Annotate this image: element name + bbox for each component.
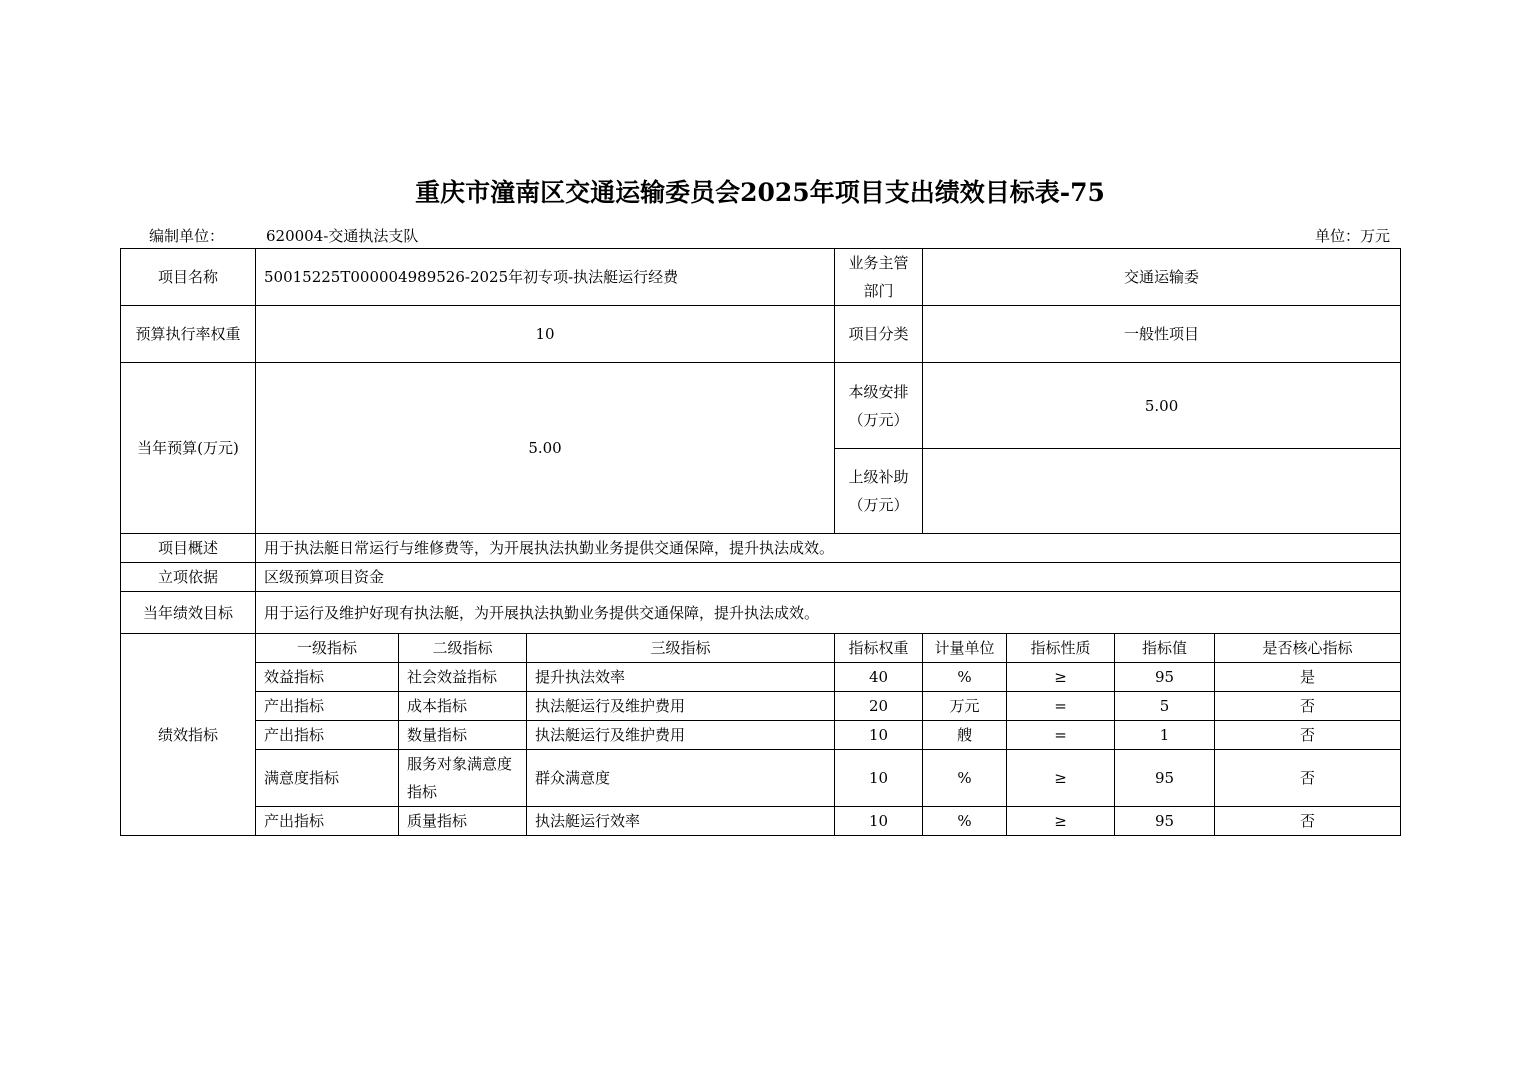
page-title: 重庆市潼南区交通运输委员会2025年项目支出绩效目标表-75 <box>415 178 1105 207</box>
unit-cell: % <box>923 807 1007 836</box>
core-cell: 否 <box>1215 750 1401 807</box>
nature-cell: ≥ <box>1007 807 1115 836</box>
level1-cell: 产出指标 <box>256 807 399 836</box>
weight-value: 10 <box>256 306 835 363</box>
overview-value: 用于执法艇日常运行与维修费等，为开展执法执勤业务提供交通保障，提升执法成效。 <box>256 534 1401 563</box>
table-row <box>121 721 1401 750</box>
basis-label: 立项依据 <box>121 563 256 592</box>
local-value: 5.00 <box>923 363 1401 449</box>
unit-cell: % <box>923 750 1007 807</box>
org-label: 编制单位： <box>149 227 225 245</box>
weight-cell: 10 <box>835 721 923 750</box>
budget-label: 当年预算(万元) <box>121 363 256 534</box>
value-cell: 95 <box>1115 663 1215 692</box>
category-label: 项目分类 <box>835 306 923 363</box>
header-level3: 三级指标 <box>527 634 835 663</box>
core-cell: 否 <box>1215 807 1401 836</box>
goal-value: 用于运行及维护好现有执法艇，为开展执法执勤业务提供交通保障，提升执法成效。 <box>256 592 1401 634</box>
table-row <box>121 807 1401 836</box>
weight-cell: 10 <box>835 750 923 807</box>
level1-cell: 效益指标 <box>256 663 399 692</box>
level2-cell: 社会效益指标 <box>399 663 527 692</box>
level2-cell: 数量指标 <box>399 721 527 750</box>
upper-value <box>923 449 1401 534</box>
dept-value: 交通运输委 <box>923 249 1401 306</box>
dept-label: 业务主管部门 <box>835 249 923 306</box>
level3-cell: 执法艇运行及维护费用 <box>527 692 835 721</box>
nature-cell: ≥ <box>1007 663 1115 692</box>
core-cell: 否 <box>1215 692 1401 721</box>
weight-cell: 20 <box>835 692 923 721</box>
indicators-label: 绩效指标 <box>121 634 256 836</box>
basis-value: 区级预算项目资金 <box>256 563 1401 592</box>
header-core: 是否核心指标 <box>1215 634 1401 663</box>
budget-value: 5.00 <box>256 363 835 534</box>
level3-cell: 群众满意度 <box>527 750 835 807</box>
weight-label: 预算执行率权重 <box>121 306 256 363</box>
overview-label: 项目概述 <box>121 534 256 563</box>
level2-cell: 服务对象满意度指标 <box>399 750 527 807</box>
header-weight: 指标权重 <box>835 634 923 663</box>
level1-cell: 产出指标 <box>256 721 399 750</box>
unit-cell: % <box>923 663 1007 692</box>
meta-row <box>121 225 1400 245</box>
nature-cell: = <box>1007 692 1115 721</box>
performance-table <box>120 248 1401 836</box>
header-nature: 指标性质 <box>1007 634 1115 663</box>
org-value: 620004-交通执法支队 <box>266 227 419 245</box>
project-name: 50015225T000004989526-2025年初专项-执法艇运行经费 <box>256 249 835 306</box>
level2-cell: 成本指标 <box>399 692 527 721</box>
core-cell: 否 <box>1215 721 1401 750</box>
nature-cell: = <box>1007 721 1115 750</box>
local-label: 本级安排（万元） <box>835 363 923 449</box>
level2-cell: 质量指标 <box>399 807 527 836</box>
weight-cell: 10 <box>835 807 923 836</box>
value-cell: 5 <box>1115 692 1215 721</box>
level3-cell: 执法艇运行效率 <box>527 807 835 836</box>
header-level2: 二级指标 <box>399 634 527 663</box>
unit-cell: 艘 <box>923 721 1007 750</box>
table-row <box>121 692 1401 721</box>
unit-cell: 万元 <box>923 692 1007 721</box>
core-cell: 是 <box>1215 663 1401 692</box>
level3-cell: 执法艇运行及维护费用 <box>527 721 835 750</box>
header-unit: 计量单位 <box>923 634 1007 663</box>
value-cell: 95 <box>1115 750 1215 807</box>
level3-cell: 提升执法效率 <box>527 663 835 692</box>
level1-cell: 产出指标 <box>256 692 399 721</box>
nature-cell: ≥ <box>1007 750 1115 807</box>
table-row <box>121 750 1401 807</box>
category-value: 一般性项目 <box>923 306 1401 363</box>
currency-unit: 单位：万元 <box>1314 227 1390 245</box>
project-name-label: 项目名称 <box>121 249 256 306</box>
value-cell: 1 <box>1115 721 1215 750</box>
weight-cell: 40 <box>835 663 923 692</box>
goal-label: 当年绩效目标 <box>121 592 256 634</box>
value-cell: 95 <box>1115 807 1215 836</box>
table-row <box>121 663 1401 692</box>
upper-label: 上级补助（万元） <box>835 449 923 534</box>
header-level1: 一级指标 <box>256 634 399 663</box>
level1-cell: 满意度指标 <box>256 750 399 807</box>
header-value: 指标值 <box>1115 634 1215 663</box>
